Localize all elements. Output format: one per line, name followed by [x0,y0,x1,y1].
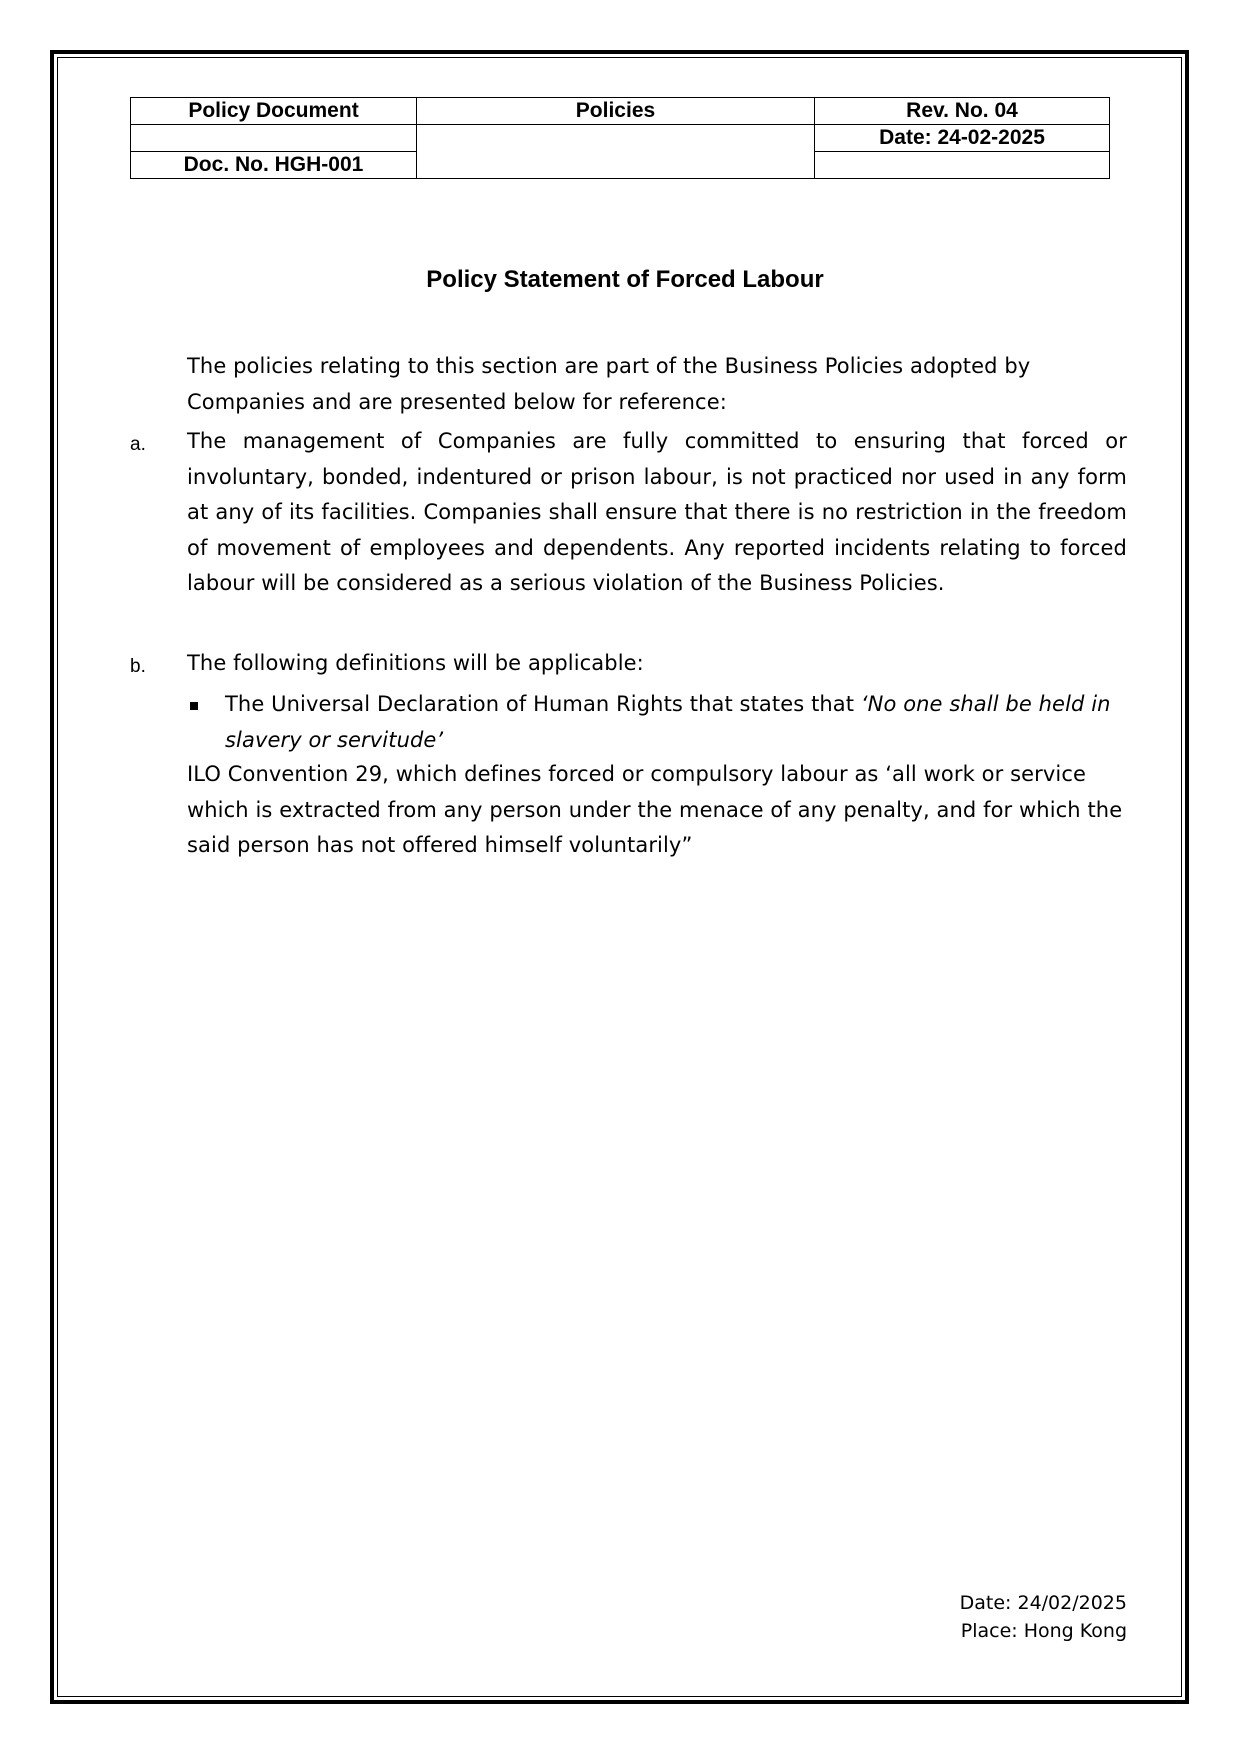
page-border-inner [57,57,1182,1697]
item-a-marker: a. [130,434,146,455]
header-row-2 [131,125,1110,152]
item-b-marker: b. [130,656,146,677]
document-footer [900,1589,1127,1645]
item-a-text: The management of Companies are fully committed to ensuring that forced or involuntary, bonded, indentured or prison labour, is not practiced nor used in any form at any of its facilities. Companies shall ensure that there is no restriction in the freedom of movement of employees and dependents. Any reported incidents relating to forced labour will be considered as a serious violation of the Business Policies. [187,429,1127,595]
square-bullet-icon [190,702,198,710]
header-rev-no: Rev. No. 04 [815,98,1110,125]
intro-paragraph: The policies relating to this section are part of the Business Policies adopted by Companies and are presented below for reference: [187,354,1031,414]
header-empty-cell [131,125,417,152]
header-date: Date: 24-02-2025 [815,125,1110,152]
udhr-quote: ‘No one shall be held in slavery or servitude’ [225,692,1111,752]
definition-ilo: ILO Convention 29, which defines forced or compulsory labour as ‘all work or service which is extracted from any person under the menace of any penalty, and for which the said person has not offered himself voluntarily” [187,762,1123,857]
definition-udhr [225,687,1127,758]
header-row-1 [131,98,1110,125]
header-policy-document: Policy Document [131,98,417,125]
header-doc-no: Doc. No. HGH-001 [131,152,417,179]
document-header-table [130,97,1110,179]
udhr-text: The Universal Declaration of Human Rights that states that [225,692,861,716]
item-b-text: The following definitions will be applicable: [187,651,644,675]
document-title: Policy Statement of Forced Labour [426,266,824,293]
header-policies: Policies [417,98,815,125]
footer-date: Date: 24/02/2025 [959,1592,1127,1614]
header-empty-cell [815,152,1110,179]
header-merged-cell [417,125,815,179]
footer-place: Place: Hong Kong [960,1620,1127,1642]
